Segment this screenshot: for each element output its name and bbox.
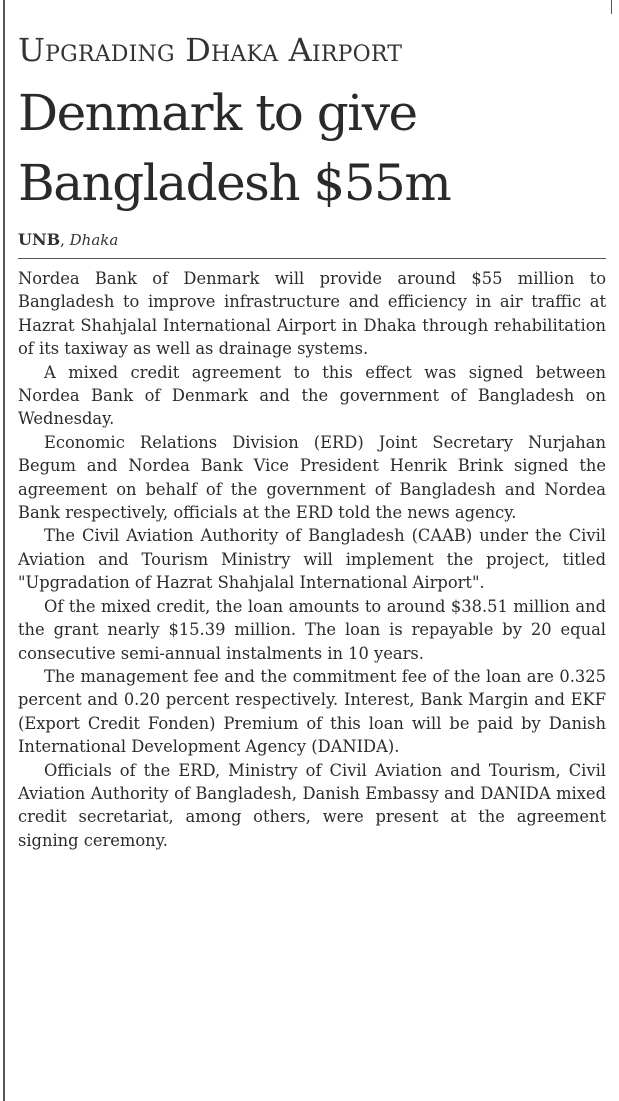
article-kicker: Upgrading Dhaka Airport [18, 31, 403, 69]
body-paragraph-5: Of the mixed credit, the loan amounts to around $38.51 million and the grant nearly $15.39 million. The loan is repayable by 20 equal consecutive semi-annual instalments in 10 years. [18, 596, 606, 663]
body-paragraph-3: Economic Relations Division (ERD) Joint Secretary Nurjahan Begum and Nordea Bank Vice President Henrik Brink signed the agreement on behalf of the government of Bangladesh and Nordea Bank respectively, officials at the ERD told the news agency. [18, 432, 606, 523]
article-headline [18, 78, 606, 218]
byline-place: Dhaka [69, 231, 119, 249]
body-paragraph-1: Nordea Bank of Denmark will provide around $55 million to Bangladesh to improve infrastructure and efficiency in air traffic at Hazrat Shahjalal International Airport in Dhaka through rehabilitation of its taxiway as well as drainage systems. [18, 269, 606, 359]
news-article [18, 28, 606, 852]
headline-line-2: Bangladesh $55m [18, 154, 451, 212]
byline [18, 228, 606, 252]
body-paragraph-4: The Civil Aviation Authority of Bangladesh (CAAB) under the Civil Aviation and Tourism Ministry will implement the project, titled "Upgradation of Hazrat Shahjalal International Airport". [18, 526, 606, 593]
column-right-rule [611, 0, 612, 14]
headline-line-1: Denmark to give [18, 84, 417, 142]
byline-agency: UNB [18, 230, 61, 249]
body-paragraph-2: A mixed credit agreement to this effect was signed between Nordea Bank of Denmark and the government of Bangladesh on Wednesday. [18, 362, 606, 429]
body-paragraph-7: Officials of the ERD, Ministry of Civil Aviation and Tourism, Civil Aviation Authority of Bangladesh, Danish Embassy and DANIDA mixed credit secretariat, among others, were present at the agreement signing ceremony. [18, 760, 606, 850]
article-body [18, 267, 606, 852]
byline-divider [18, 258, 606, 259]
column-left-rule [3, 0, 5, 1101]
body-paragraph-6: The management fee and the commitment fee of the loan are 0.325 percent and 0.20 percent respectively. Interest, Bank Margin and EKF (Export Credit Fonden) Premium of this loan will be paid by Danish International Development Agency (DANIDA). [18, 666, 606, 757]
byline-separator: , [60, 231, 70, 249]
